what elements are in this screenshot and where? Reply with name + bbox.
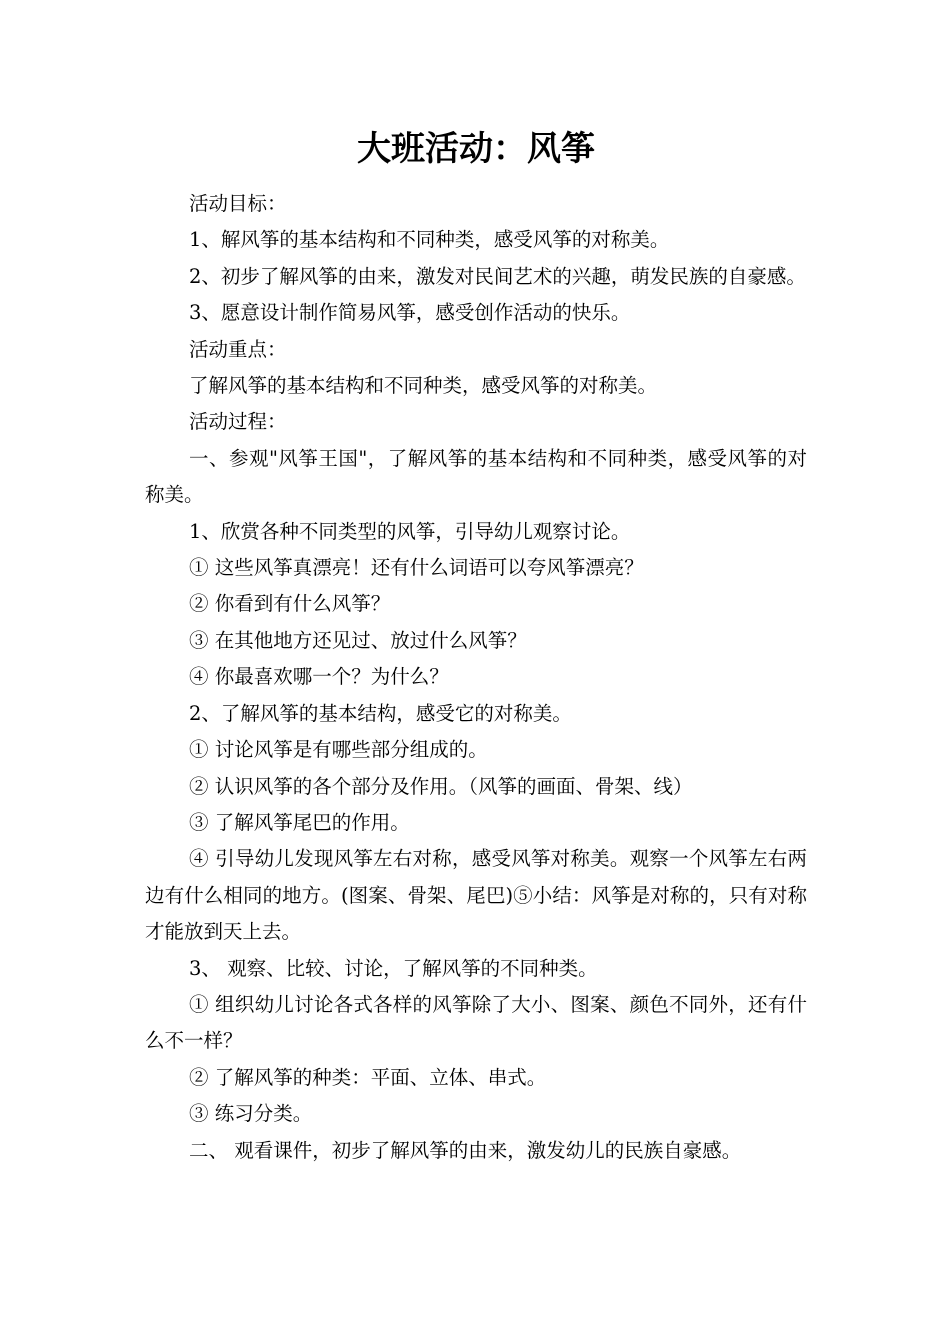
paragraph: 3、愿意设计制作简易风筝，感受创作活动的快乐。 — [189, 301, 631, 325]
document-body — [145, 186, 807, 1169]
paragraph: ② 认识风筝的各个部分及作用。（风筝的画面、骨架、线） — [189, 774, 693, 798]
paragraph: 2、初步了解风筝的由来，激发对民间艺术的兴趣，萌发民族的自豪感。 — [189, 264, 806, 288]
paragraph: 3、 观察、比较、讨论，了解风筝的不同种类。 — [189, 956, 598, 980]
paragraph: 1、解风筝的基本结构和不同种类，感受风筝的对称美。 — [189, 228, 670, 252]
paragraph: ③ 了解风筝尾巴的作用。 — [189, 810, 410, 834]
paragraph: 了解风筝的基本结构和不同种类，感受风筝的对称美。 — [189, 374, 658, 398]
paragraph: ② 你看到有什么风筝？ — [189, 592, 391, 616]
paragraph: 活动目标： — [189, 192, 287, 215]
paragraph: 活动重点： — [189, 337, 287, 361]
paragraph: 1、欣赏各种不同类型的风筝，引导幼儿观察讨论。 — [189, 519, 631, 543]
paragraph: 活动过程： — [189, 410, 287, 434]
paragraph: 一、参观"风筝王国"，了解风筝的基本结构和不同种类，感受风筝的对称美。 — [145, 446, 807, 507]
paragraph: ① 这些风筝真漂亮！还有什么词语可以夸风筝漂亮？ — [189, 556, 644, 580]
paragraph: ④ 你最喜欢哪一个？为什么？ — [189, 665, 449, 689]
document-title: 大班活动：风筝 — [357, 129, 595, 169]
paragraph: 2、了解风筝的基本结构，感受它的对称美。 — [189, 701, 572, 725]
paragraph: ③ 在其他地方还见过、放过什么风筝？ — [189, 628, 527, 652]
paragraph: ② 了解风筝的种类：平面、立体、串式。 — [189, 1065, 547, 1089]
paragraph: ① 讨论风筝是有哪些部分组成的。 — [189, 738, 488, 762]
paragraph: 二、 观看课件，初步了解风筝的由来，激发幼儿的民族自豪感。 — [189, 1138, 742, 1162]
paragraph: ③ 练习分类。 — [189, 1102, 313, 1126]
paragraph: ④ 引导幼儿发现风筝左右对称，感受风筝对称美。观察一个风筝左右两边有什么相同的地方。(图案、骨架、尾巴)⑤小结：风筝是对称的，只有对称才能放到天上去。 — [145, 847, 807, 944]
paragraph: ① 组织幼儿讨论各式各样的风筝除了大小、图案、颜色不同外，还有什么不一样？ — [145, 992, 807, 1053]
